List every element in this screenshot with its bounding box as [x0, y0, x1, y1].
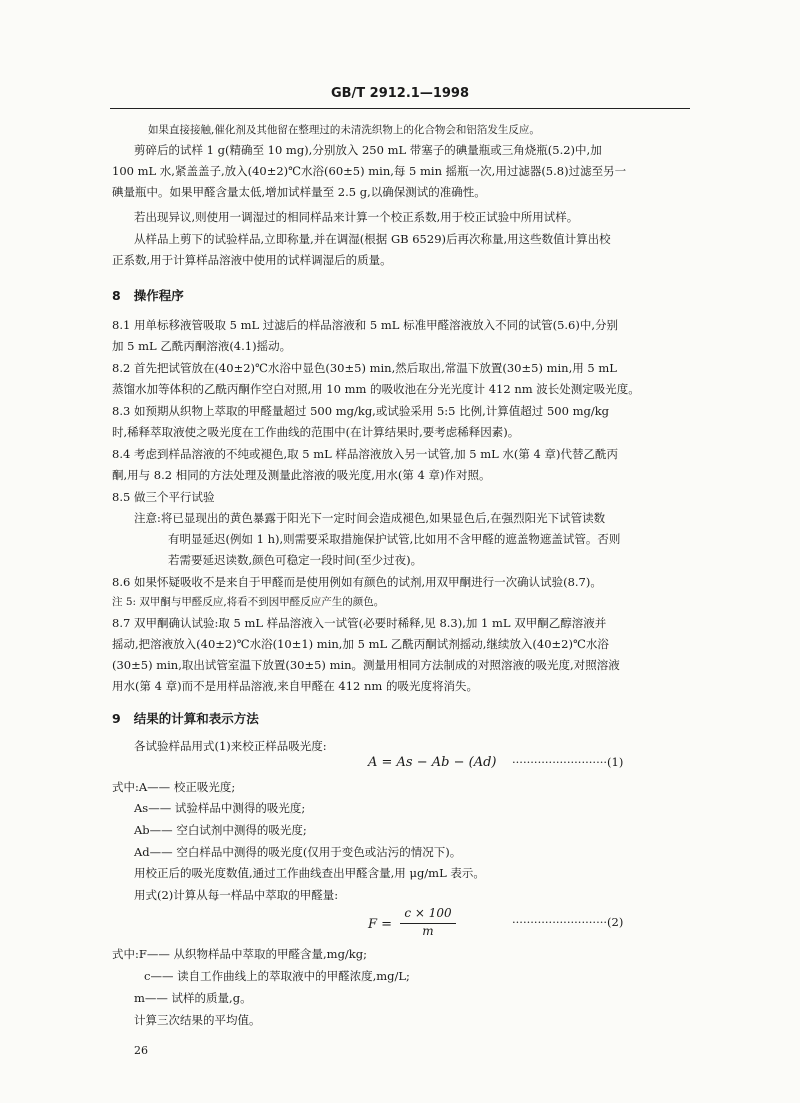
section-8-heading: [112, 286, 184, 304]
after-equation-1: 用校正后的吸光度数值,通过工作曲线查出甲醛含量,用 μg/mL 表示。: [134, 866, 485, 880]
header-rule: [110, 108, 690, 109]
standard-number-header: GB/T 2912.1—1998: [330, 86, 470, 101]
equation-2-lhs: F =: [368, 917, 393, 932]
para1-line3: 碘量瓶中。如果甲醛含量太低,增加试样量至 2.5 g,以确保测试的准确性。: [112, 185, 486, 199]
para1-line2: 100 mL 水,紧盖盖子,放入(40±2)℃水浴(60±5) min,每 5 min 摇瓶一次,用过滤器(5.8)过滤至另一: [112, 164, 627, 178]
clause-8-5: 8.5 做三个平行试验: [112, 490, 215, 504]
clause-8-7-line1: 8.7 双甲酮确认试验:取 5 mL 样品溶液入一试管(必要时稀释,见 8.3),加 1 mL 双甲酮乙醇溶液并: [112, 616, 607, 630]
top-note: 如果直接接触,催化剂及其他留在整理过的未清洗织物上的化合物会和铝箔发生反应。: [148, 124, 540, 136]
para1-line1: 剪碎后的试样 1 g(精确至 10 mg),分别放入 250 mL 带塞子的碘量瓶或三角烧瓶(5.2)中,加: [134, 143, 602, 157]
note-5: 注 5: 双甲酮与甲醛反应,将看不到因甲醛反应产生的颜色。: [112, 596, 385, 608]
section-9-number: 9: [112, 711, 121, 726]
where-2-line2: c—— 读自工作曲线上的萃取液中的甲醛浓度,mg/L;: [144, 969, 410, 983]
clause-8-1-line2: 加 5 mL 乙酰丙酮溶液(4.1)摇动。: [112, 339, 292, 353]
section-8-title: 操作程序: [133, 288, 184, 303]
clause-8-1-line1: 8.1 用单标移液管吸取 5 mL 过滤后的样品溶液和 5 mL 标准甲醛溶液放入不同的试管(5.6)中,分别: [112, 318, 619, 332]
section-9-title: 结果的计算和表示方法: [133, 711, 259, 726]
clause-8-2-line1: 8.2 首先把试管放在(40±2)℃水浴中显色(30±5) min,然后取出,常温下放置(30±5) min,用 5 mL: [112, 361, 617, 375]
clause-8-4-line2: 酮,用与 8.2 相同的方法处理及测量此溶液的吸光度,用水(第 4 章)作对照。: [112, 468, 491, 482]
equation-1-intro: 各试验样品用式(1)来校正样品吸光度:: [134, 739, 327, 753]
final-statement: 计算三次结果的平均值。: [134, 1013, 261, 1027]
where-2-line1: 式中:F—— 从织物样品中萃取的甲醛含量,mg/kg;: [112, 947, 368, 961]
section-9-heading: [112, 709, 259, 727]
equation-1: A = As − Ab − (Ad): [368, 755, 497, 770]
clause-8-3-line1: 8.3 如预期从织物上萃取的甲醛量超过 500 mg/kg,或试验采用 5:5 比例,计算值超过 500 mg/kg: [112, 404, 610, 418]
clause-8-6: 8.6 如果怀疑吸收不是来自于甲醛而是使用例如有颜色的试剂,用双甲酮进行一次确认试验(8.7)。: [112, 575, 602, 589]
page-number: 26: [134, 1044, 148, 1057]
note-8-5-line3: 若需要延迟读数,颜色可稳定一段时间(至少过夜)。: [168, 553, 423, 567]
clause-8-7-line4: 用水(第 4 章)而不是用样品溶液,来自甲醛在 412 nm 的吸光度将消失。: [112, 679, 478, 693]
where-1-line4: Ad—— 空白样品中测得的吸光度(仅用于变色或沾污的情况下)。: [134, 845, 462, 859]
clause-8-4-line1: 8.4 考虑到样品溶液的不纯或褪色,取 5 mL 样品溶液放入另一试管,加 5 mL 水(第 4 章)代替乙酰丙: [112, 447, 619, 461]
clause-8-3-line2: 时,稀释萃取液使之吸光度在工作曲线的范围中(在计算结果时,要考虑稀释因素)。: [112, 425, 520, 439]
equation-2-denominator: m: [422, 924, 434, 938]
where-1-line3: Ab—— 空白试剂中测得的吸光度;: [134, 823, 307, 837]
where-2-line3: m—— 试样的质量,g。: [134, 991, 252, 1005]
clause-8-2-line2: 蒸馏水加等体积的乙酰丙酮作空白对照,用 10 mm 的吸收池在分光光度计 412 nm 波长处测定吸光度。: [112, 382, 640, 396]
clause-8-7-line2: 摇动,把溶液放入(40±2)℃水浴(10±1) min,加 5 mL 乙酰丙酮试剂摇动,继续放入(40±2)℃水浴: [112, 637, 609, 651]
equation-2-numerator: c × 100: [404, 906, 452, 920]
para3-line2: 正系数,用于计算样品溶液中使用的试样调湿后的质量。: [112, 253, 392, 267]
clause-8-7-line3: (30±5) min,取出试管室温下放置(30±5) min。测量用相同方法制成的对照溶液的吸光度,对照溶液: [112, 658, 620, 672]
equation-2-number: ··························(2): [512, 915, 624, 929]
section-8-number: 8: [112, 288, 121, 303]
para2: 若出现异议,则使用一调湿过的相同样品来计算一个校正系数,用于校正试验中所用试样。: [134, 210, 579, 224]
where-1-line1: 式中:A—— 校正吸光度;: [112, 780, 236, 794]
note-8-5-line1: 注意:将已显现出的黄色暴露于阳光下一定时间会造成褪色,如果显色后,在强烈阳光下试管读数: [134, 511, 606, 525]
equation-1-number: ··························(1): [512, 755, 624, 769]
note-8-5-line2: 有明显延迟(例如 1 h),则需要采取措施保护试管,比如用不含甲醛的遮盖物遮盖试管。否则: [168, 532, 621, 546]
equation-2-intro: 用式(2)计算从每一样品中萃取的甲醛量:: [134, 888, 339, 902]
where-1-line2: As—— 试验样品中测得的吸光度;: [134, 801, 306, 815]
para3-line1: 从样品上剪下的试验样品,立即称量,并在调湿(根据 GB 6529)后再次称量,用这些数值计算出校: [134, 232, 611, 246]
